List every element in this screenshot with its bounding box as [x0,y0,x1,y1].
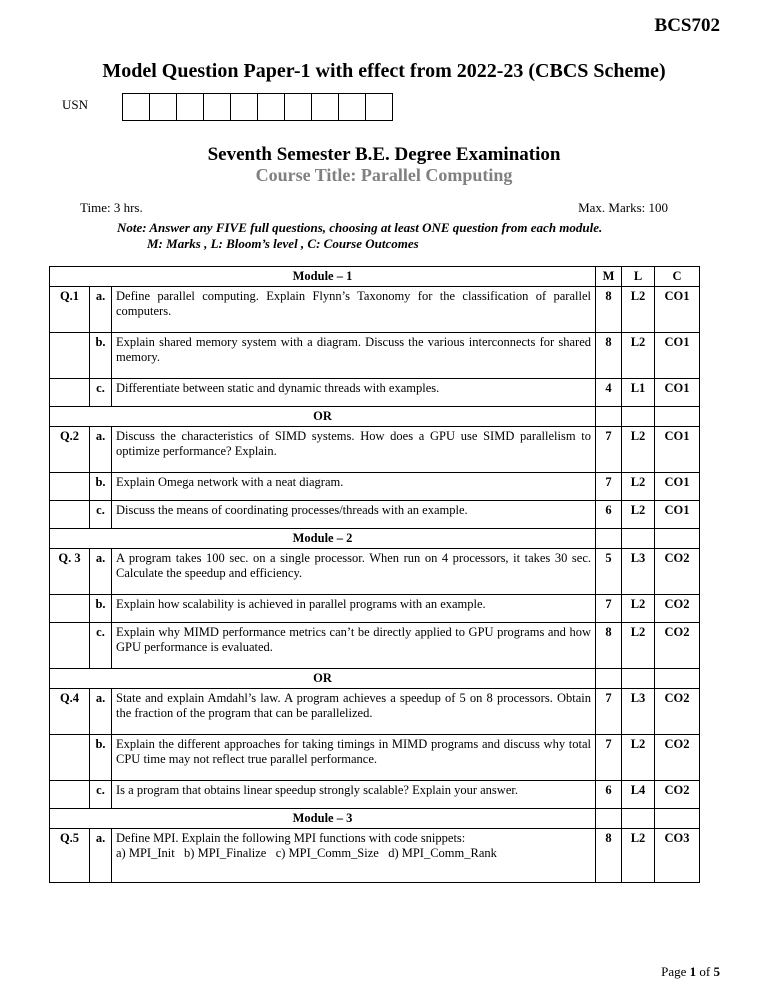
question-number: Q.2 [50,427,90,473]
question-row [50,379,700,407]
marks-cell: 5 [596,549,622,595]
blooms-level-cell: L2 [622,595,655,623]
question-row [50,549,700,595]
section-heading: OR [50,407,596,427]
blooms-level-cell: L3 [622,689,655,735]
question-row [50,333,700,379]
question-text: Discuss the means of coordinating processes/threads with an example. [112,501,596,529]
question-text: Explain the different approaches for taking timings in MIMD programs and discuss why total CPU time may not reflect true parallel performance. [112,735,596,781]
course-outcome-cell: CO2 [655,623,700,669]
marks-cell: 7 [596,689,622,735]
blooms-level-cell: L2 [622,287,655,333]
note-line-1: Note: Answer any FIVE full questions, choosing at least ONE question from each module. [117,220,603,235]
marks-cell: 8 [596,287,622,333]
time-allowed: Time: 3 hrs. [80,200,143,215]
sub-question-label: a. [90,287,112,333]
marks-cell: 7 [596,427,622,473]
empty-cell [655,407,700,427]
usn-box [204,93,231,121]
question-text: A program takes 100 sec. on a single processor. When run on 4 processors, it takes 30 sec. Calculate the speedup and efficiency. [112,549,596,595]
sub-question-label: a. [90,689,112,735]
course-outcome-cell: CO1 [655,473,700,501]
sub-question-label: b. [90,595,112,623]
blooms-level-cell: L2 [622,333,655,379]
sub-question-label: a. [90,829,112,883]
max-marks: Max. Marks: 100 [578,200,668,215]
section-heading: OR [50,669,596,689]
empty-cell [596,529,622,549]
empty-cell [622,529,655,549]
question-number: Q.5 [50,829,90,883]
question-row [50,501,700,529]
question-number: Q.4 [50,689,90,735]
question-row [50,735,700,781]
course-outcome-cell: CO2 [655,735,700,781]
sub-question-label: b. [90,333,112,379]
question-row [50,427,700,473]
question-text: Explain why MIMD performance metrics can’t be directly applied to GPU programs and how GPU performance is evaluated. [112,623,596,669]
exam-name: Seventh Semester B.E. Degree Examination [207,144,561,165]
question-row [50,287,700,333]
empty-cell [622,407,655,427]
section-divider-row [50,809,700,829]
blooms-level-cell: L3 [622,549,655,595]
question-text-line: Define MPI. Explain the following MPI functions with code snippets: [116,831,466,845]
usn-box [285,93,312,121]
marks-cell: 7 [596,473,622,501]
blooms-level-cell: L2 [622,473,655,501]
empty-cell [655,529,700,549]
blooms-level-cell: L2 [622,829,655,883]
col-l-header: L [622,267,655,287]
empty-cell [622,809,655,829]
usn-box [366,93,393,121]
question-number [50,473,90,501]
sub-question-label: c. [90,501,112,529]
page-number: Page 1 of 5 [661,964,720,979]
sub-question-label: a. [90,427,112,473]
marks-cell: 8 [596,623,622,669]
mpi-functions-list: a) MPI_Init b) MPI_Finalize c) MPI_Comm_Size d) MPI_Comm_Rank [116,846,497,860]
question-row [50,689,700,735]
usn-box [258,93,285,121]
question-row [50,473,700,501]
course-title: Course Title: Parallel Computing [255,165,513,185]
usn-box [150,93,177,121]
question-row [50,781,700,809]
marks-cell: 7 [596,735,622,781]
usn-box [123,93,150,121]
usn-box [177,93,204,121]
sub-question-label: c. [90,379,112,407]
blooms-level-cell: L2 [622,427,655,473]
question-table [49,266,700,883]
usn-label: USN [62,97,89,112]
sub-question-label: a. [90,549,112,595]
question-text [112,829,596,883]
usn-box [339,93,366,121]
marks-cell: 6 [596,501,622,529]
usn-boxes [122,93,393,121]
question-number [50,623,90,669]
empty-cell [622,669,655,689]
question-number [50,333,90,379]
sub-question-label: b. [90,735,112,781]
col-c-header: C [655,267,700,287]
blooms-level-cell: L2 [622,623,655,669]
section-heading: Module – 2 [50,529,596,549]
module-header-row [50,267,700,287]
module-1-heading: Module – 1 [50,267,596,287]
question-text: Is a program that obtains linear speedup strongly scalable? Explain your answer. [112,781,596,809]
question-text: Differentiate between static and dynamic threads with examples. [112,379,596,407]
empty-cell [655,669,700,689]
course-outcome-cell: CO2 [655,549,700,595]
course-outcome-cell: CO1 [655,287,700,333]
question-text: State and explain Amdahl’s law. A program achieves a speedup of 5 on 8 processors. Obtain the fraction of the program that can be parallelized. [112,689,596,735]
course-outcome-cell: CO2 [655,781,700,809]
marks-cell: 6 [596,781,622,809]
question-number [50,735,90,781]
course-outcome-cell: CO3 [655,829,700,883]
blooms-level-cell: L2 [622,735,655,781]
marks-cell: 4 [596,379,622,407]
course-outcome-cell: CO2 [655,689,700,735]
section-divider-row [50,529,700,549]
section-heading: Module – 3 [50,809,596,829]
question-number: Q. 3 [50,549,90,595]
question-row [50,595,700,623]
question-row [50,829,700,883]
empty-cell [596,669,622,689]
question-number [50,595,90,623]
question-number [50,379,90,407]
question-text: Explain Omega network with a neat diagram. [112,473,596,501]
course-outcome-cell: CO1 [655,333,700,379]
blooms-level-cell: L4 [622,781,655,809]
question-text: Define parallel computing. Explain Flynn’s Taxonomy for the classification of parallel computers. [112,287,596,333]
course-outcome-cell: CO1 [655,427,700,473]
col-m-header: M [596,267,622,287]
question-number [50,501,90,529]
course-outcome-cell: CO1 [655,379,700,407]
section-divider-row [50,407,700,427]
empty-cell [596,407,622,427]
note-line-2: M: Marks , L: Bloom’s level , C: Course Outcomes [147,236,419,251]
question-text: Explain how scalability is achieved in parallel programs with an example. [112,595,596,623]
question-row [50,623,700,669]
course-outcome-cell: CO1 [655,501,700,529]
question-text: Discuss the characteristics of SIMD systems. How does a GPU use SIMD parallelism to optimize performance? Explain. [112,427,596,473]
question-number [50,781,90,809]
question-text: Explain shared memory system with a diagram. Discuss the various interconnects for shared memory. [112,333,596,379]
paper-title: Model Question Paper-1 with effect from 2022-23 (CBCS Scheme) [102,60,666,82]
usn-box [231,93,258,121]
course-outcome-cell: CO2 [655,595,700,623]
marks-cell: 8 [596,829,622,883]
sub-question-label: c. [90,781,112,809]
marks-cell: 7 [596,595,622,623]
question-number: Q.1 [50,287,90,333]
blooms-level-cell: L1 [622,379,655,407]
sub-question-label: c. [90,623,112,669]
sub-question-label: b. [90,473,112,501]
blooms-level-cell: L2 [622,501,655,529]
usn-box [312,93,339,121]
course-code: BCS702 [654,15,720,36]
marks-cell: 8 [596,333,622,379]
section-divider-row [50,669,700,689]
empty-cell [596,809,622,829]
empty-cell [655,809,700,829]
instructions-note [117,220,602,252]
